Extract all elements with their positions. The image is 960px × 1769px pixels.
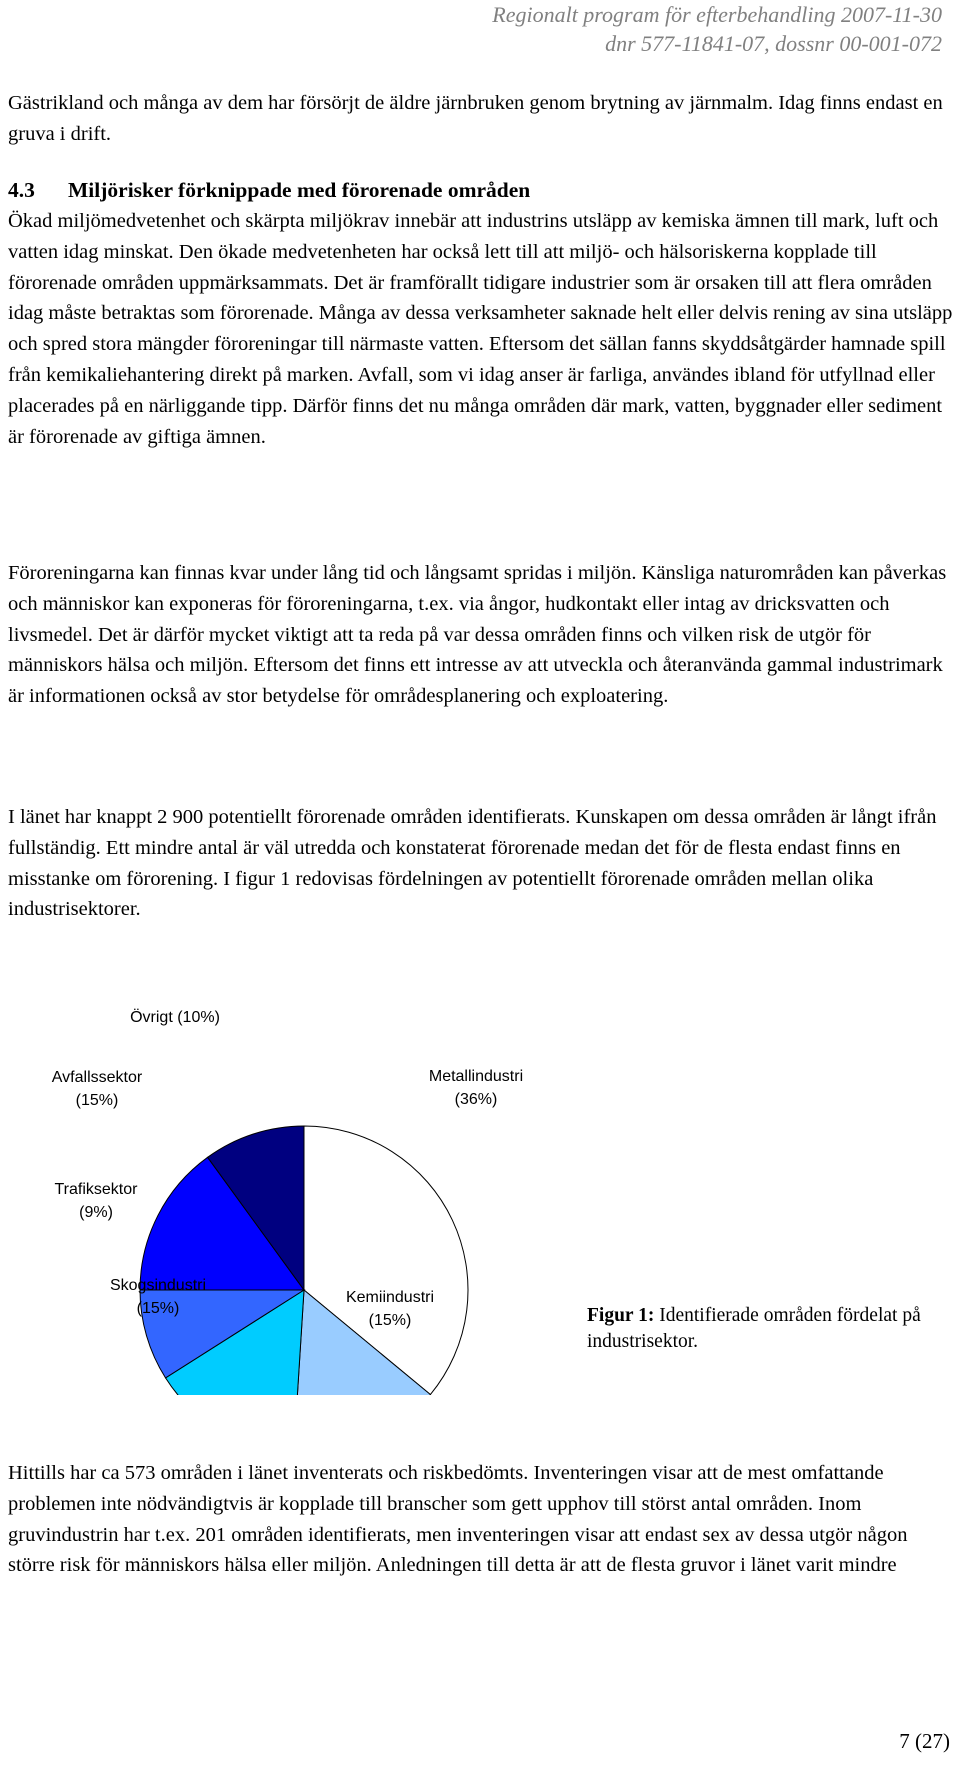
- paragraph-miljomedvetenhet: Ökad miljömedvetenhet och skärpta miljökrav innebär att industrins utsläpp av kemiska ämnen till mark, luft och vatten idag minskat. Den ökade medvetenheten har också lett till att miljö- och hälsoriskerna kopplade till förorenade områden uppmärksammats. Det är framförallt tidigare industrier som är orsaken till att flera områden idag måste betraktas som förorenade. Många av dessa verksamheter saknade helt eller delvis rening av sina utsläpp och spred stora mängder föroreningar till närmaste vatten. Eftersom det sällan fanns skyddsåtgärder hamnade spill från kemikaliehantering direkt på marken. Avfall, som vi idag anser är farliga, användes ibland för utfyllnad eller placerades på en närliggande tipp. Därför finns det nu många områden där mark, vatten, byggnader eller sediment är förorenade av giftiga ämnen.: [8, 210, 953, 448]
- figure-caption: [587, 1303, 927, 1355]
- header-dnr-line: dnr 577-11841-07, dossnr 00-001-072: [605, 31, 942, 56]
- figure-caption-text: Identifierade områden fördelat på industrisektor.: [587, 1305, 921, 1352]
- pie-label-skogsindustri: Skogsindustri (15%): [109, 1277, 207, 1317]
- pie-label-trafiksektor: Trafiksektor (9%): [54, 1181, 138, 1221]
- pie-label-övrigt: Övrigt (10%): [130, 1009, 220, 1026]
- paragraph-lanet: I länet har knappt 2 900 potentiellt förorenade områden identifierats. Kunskapen om dessa områden är långt ifrån fullständig. Ett mindre antal är väl utredda och konstaterat förorenade medan det för de flesta endast finns en misstanke om förorening. I figur 1 redovisas fördelningen av potentiellt förorenade områden mellan olika industrisektorer.: [8, 806, 937, 921]
- figure-caption-label: Figur 1:: [587, 1305, 655, 1326]
- paragraph-inventering: Hittills har ca 573 områden i länet inventerats och riskbedömts. Inventeringen visar att de mest omfattande problemen inte nödvändigtvis är kopplade till branscher som gett upphov till störst antal områden. Inom gruvindustrin har t.ex. 201 områden identifierats, men inventeringen visar att endast sex av dessa utgör någon större risk för människors hälsa eller miljön. Anledningen till detta är att de flesta gruvor i länet varit mindre: [8, 1462, 908, 1577]
- page-number: 7 (27): [899, 1729, 950, 1753]
- pie-label-avfallssektor: Avfallssektor (15%): [51, 1069, 143, 1109]
- section-title: Miljörisker förknippade med förorenade områden: [68, 178, 531, 202]
- section-heading: [8, 175, 530, 205]
- section-number: 4.3: [8, 178, 35, 202]
- paragraph-fororeningar: Föroreningarna kan finnas kvar under lång tid och långsamt spridas i miljön. Känsliga naturområden kan påverkas och människor kan exponeras för föroreningarna, t.ex. via ångor, hudkontakt eller intag av dricksvatten och livsmedel. Det är därför mycket viktigt att ta reda på var dessa områden finns och vilken risk de utgör för människors hälsa och miljön. Eftersom det finns ett intresse av att utveckla och återanvända gammal industrimark är informationen också av stor betydelse för områdesplanering och exploatering.: [8, 562, 947, 708]
- document-header: [492, 0, 942, 58]
- pie-chart: [0, 995, 600, 1395]
- header-program-line: Regionalt program för efterbehandling 2007-11-30: [492, 2, 942, 27]
- pie-label-metallindustri: Metallindustri (36%): [428, 1068, 524, 1108]
- paragraph-gastrikland: Gästrikland och många av dem har försörjt de äldre järnbruken genom brytning av järnmalm. Idag finns endast en gruva i drift.: [8, 92, 943, 145]
- pie-label-kemiindustri: Kemiindustri (15%): [345, 1289, 435, 1329]
